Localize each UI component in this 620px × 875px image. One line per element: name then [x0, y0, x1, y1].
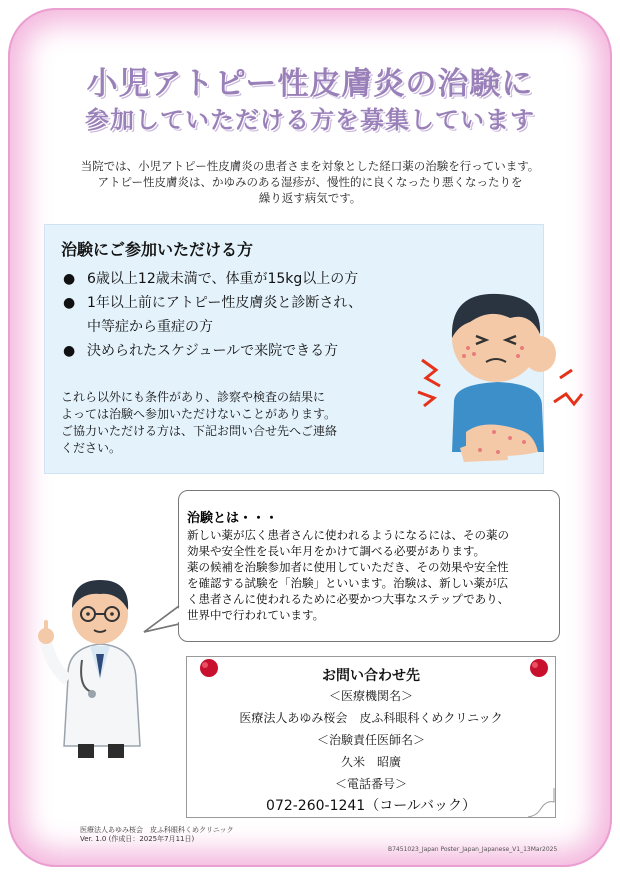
- about-line: 薬の候補を治験参加者に使用していただき、その効果や安全性: [187, 560, 509, 574]
- list-item: [63, 267, 443, 291]
- bullet-icon: ●: [63, 343, 76, 359]
- eligibility-note: [61, 389, 391, 457]
- about-line: 世界中で行われています。: [187, 608, 325, 622]
- speech-bubble-tail-cover: [140, 600, 190, 640]
- contact-heading: お問い合わせ先: [322, 668, 420, 684]
- red-seal-icon-right: [526, 656, 552, 680]
- list-item: [63, 291, 443, 315]
- note-line: ください。: [61, 441, 122, 455]
- doctor-illustration: [38, 568, 168, 764]
- footer-org: 医療法人あゆみ桜会 皮ふ科眼科くめクリニック: [80, 826, 234, 834]
- list-item-text: 決められたスケジュールで来院できる方: [87, 343, 339, 359]
- title-line-2: 参加していただける方を募集しています: [85, 106, 535, 134]
- list-item-text: 中等症から重症の方: [87, 319, 213, 335]
- facility-label: ＜医療機関名＞: [328, 689, 413, 703]
- note-line: よっては治験へ参加いただけないことがあります。: [61, 407, 337, 421]
- doctor-label: ＜治験責任医師名＞: [316, 733, 425, 747]
- list-item-text: 1年以上前にアトピー性皮膚炎と診断され、: [87, 295, 363, 311]
- about-line: を確認する試験を「治験」といいます。治験は、新しい薬が広: [187, 576, 509, 590]
- list-item-text: 6歳以上12歳未満で、体重が15kg以上の方: [87, 271, 359, 287]
- about-line: 効果や安全性を長い年月をかけて調べる必要があります。: [187, 544, 486, 558]
- bullet-icon: ●: [63, 295, 76, 311]
- footer-doc-id: B7451023_Japan Poster_Japan_Japanese_V1_13Mar2025: [388, 846, 558, 853]
- about-line: く患者さんに使われるために必要かつ大事なステップであり、: [187, 592, 510, 606]
- itchy-child-illustration: [414, 282, 584, 472]
- note-line: ご協力いただける方は、下記お問い合せ先へご連絡: [61, 424, 338, 438]
- facility-name: 医療法人あゆみ桜会 皮ふ科眼科くめクリニック: [239, 711, 503, 725]
- doctor-name: 久米 昭廣: [340, 755, 401, 769]
- footer-left: [80, 826, 234, 844]
- eligibility-list: [63, 267, 443, 363]
- bullet-icon: ●: [63, 271, 76, 287]
- note-line: これら以外にも条件があり、診察や検査の結果に: [61, 390, 326, 404]
- phone-label: ＜電話番号＞: [334, 777, 407, 791]
- page-curl-icon: [528, 788, 558, 818]
- red-seal-icon-left: [196, 656, 222, 680]
- footer-version: Ver. 1.0 (作成日：2025年7月11日): [80, 835, 195, 843]
- intro-text: [50, 158, 570, 206]
- phone-number: 072-260-1241（コールバック）: [266, 798, 476, 814]
- eligibility-heading: 治験にご参加いただける方: [61, 240, 254, 259]
- about-text: [187, 527, 551, 623]
- list-item-continuation: [63, 315, 443, 339]
- title-line-1: 小児アトピー性皮膚炎の治験に: [86, 66, 534, 102]
- contact-card: [186, 656, 556, 818]
- intro-line: アトピー性皮膚炎は、かゆみのある湿疹が、慢性的に良くなったり悪くなったりを: [97, 175, 523, 189]
- about-line: 新しい薬が広く患者さんに使われるようになるには、その薬の: [187, 528, 509, 542]
- intro-line: 繰り返す病気です。: [258, 191, 362, 205]
- speech-bubble: [178, 490, 560, 642]
- list-item: [63, 339, 443, 363]
- intro-line: 当院では、小児アトピー性皮膚炎の患者さまを対象とした経口薬の治験を行っています。: [80, 159, 540, 173]
- about-heading: 治験とは・・・: [187, 511, 279, 526]
